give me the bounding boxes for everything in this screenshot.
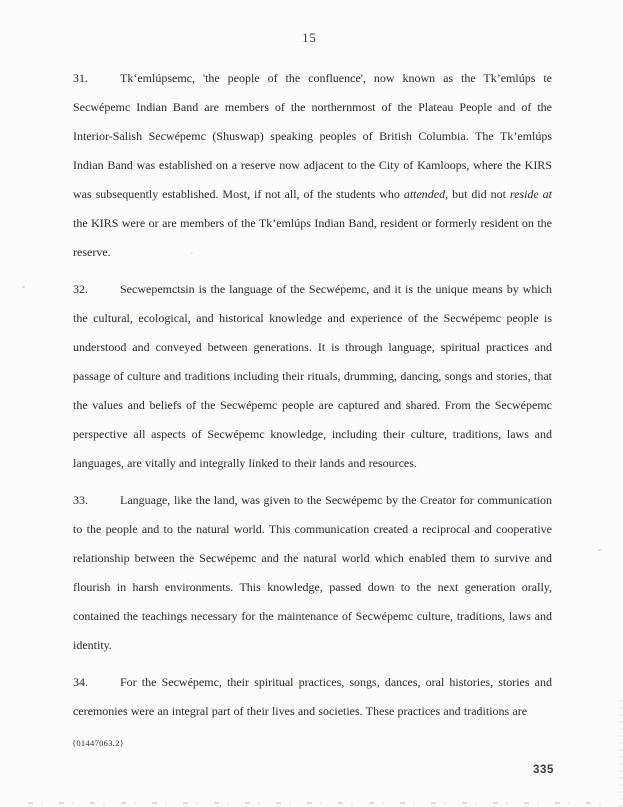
scan-speckle <box>244 441 247 443</box>
paragraph-text: Tk‘emlúpsemc, 'the people of the confluence', now known as the Tk’emlúps te Secwépemc Indian Band are members of the northernmost of the Plateau People and of the Interior-Salish Secwépemc (Shuswap) speaking peoples of British Columbia. The Tk’emlúps Indian Band was established on a reserve now adjacent to the City of Kamloops, where the KIRS was subsequently established. Most, if not all, of the students who attended, but did not reside at the KIRS were or are members of the Tk’emlúps Indian Band, resident or formerly resident on the reserve. <box>73 71 552 259</box>
footer-doc-id: {01447063.2} <box>72 738 125 748</box>
paragraph <box>73 668 552 726</box>
scan-speckle <box>190 252 193 254</box>
paragraph-number: 32. <box>73 282 88 296</box>
document-body <box>73 64 552 734</box>
scan-artifact-bottom-line <box>28 802 615 804</box>
stamp-page-number: 335 <box>533 764 554 776</box>
scan-speckle <box>22 286 25 288</box>
paragraph-number: 33. <box>73 493 88 507</box>
paragraph <box>73 486 552 660</box>
paragraph-number: 31. <box>73 71 88 85</box>
page-number-top: 15 <box>302 31 317 45</box>
paragraph-text: Language, like the land, was given to the Secwépemc by the Creator for communication to the people and to the natural world. This communication created a reciprocal and cooperative relationship between the Secwépemc and the natural world which enabled them to survive and flourish in harsh environments. This knowledge, passed down to the next generation orally, contained the teachings necessary for the maintenance of Secwépemc culture, traditions, laws and identity. <box>73 493 552 652</box>
scan-artifact-edge-noise <box>618 700 623 807</box>
scan-speckle <box>598 549 601 551</box>
paragraph <box>73 275 552 478</box>
paragraph <box>73 64 552 267</box>
paragraph-text: For the Secwépemc, their spiritual practices, songs, dances, oral histories, stories and ceremonies were an integral part of their lives and societies. These practices and traditions are <box>73 675 552 718</box>
paragraph-number: 34. <box>73 675 88 689</box>
paragraph-text: Secwepemctsin is the language of the Secwépemc, and it is the unique means by which the cultural, ecological, and historical knowledge and experience of the Secwépemc people is understood and conveyed between generations. It is through language, spiritual practices and passage of culture and traditions including their rituals, drumming, dancing, songs and stories, that the values and beliefs of the Secwépemc people are captured and shared. From the Secwépemc perspective all aspects of Secwépemc knowledge, including their culture, traditions, laws and languages, are vitally and integrally linked to their lands and resources. <box>73 282 552 470</box>
